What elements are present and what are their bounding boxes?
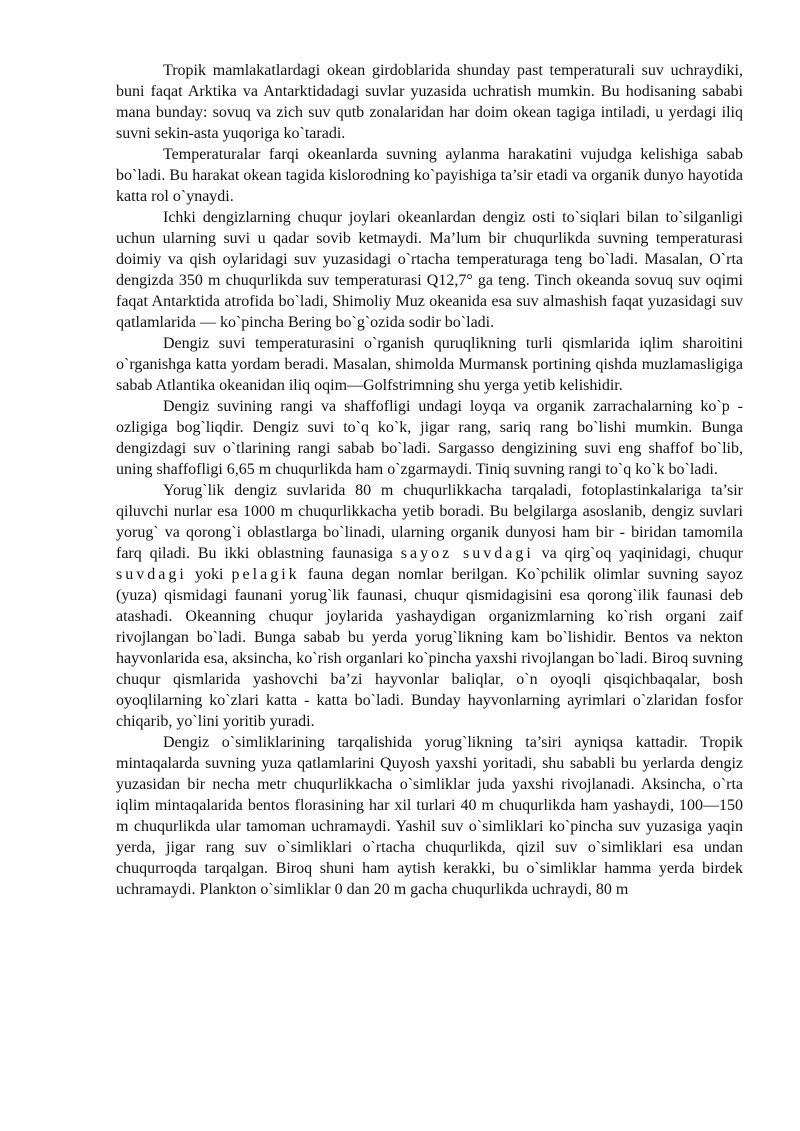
paragraph-circulation: Temperaturalar farqi okeanlarda suvning aylanma harakatini vujudga kelishiga sabab bo`ladi. Bu harakat okean tagida kislorodning ko`payishiga ta’sir etadi va organik dunyo hayotida katta rol o`ynaydi. [116,146,743,205]
paragraph-color-transparency: Dengiz suvining rangi va shaffofligi undagi loyqa va organik zarrachalarning ko`p - ozligiga bog`liqdir. Dengiz suvi to`q ko`k, jigar rang, sariq rang bo`lishi mumkin. Bunga dengizdagi suv o`tlarining rangi sabab bo`ladi. Sargasso dengizining suvi eng shaffof bo`lib, uning shaffofligi 6,65 m chuqurlikda ham o`zgarmaydi. Tiniq suvning rangi to`q ko`k bo`ladi. [116,398,743,478]
paragraph-inner-seas: Ichki dengizlarning chuqur joylari okeanlardan dengiz osti to`siqlari bilan to`silganligi uchun ularning suvi u qadar sovib ketmaydi. Ma’lum bir chuqurlikda suvning temperaturasi doimiy va qish oylaridagi suv yuzasidagi o`rtacha temperaturaga teng bo`ladi. Masalan, O`rta dengizda 350 m chuqurlikda suv temperaturasi Q12,7° ga teng. Tinch okeanda sovuq suv oqimi faqat Antarktida atrofida bo`ladi, Shimoliy Muz okeanida esa suv almashish faqat yuzasidagi suv qatlamlarida — ko`pincha Bering bo`g`ozida sodir bo`ladi. [116,209,743,331]
paragraph-climate: Dengiz suvi temperaturasini o`rganish quruqlikning turli qismlarida iqlim sharoitini o`rganishga katta yordam beradi. Masalan, shimolda Murmansk portining qishda muzlamasligiga sabab Atlantika okeanidan iliq oqim—Golfstrimning shu yerga yetib kelishidir. [116,335,743,394]
paragraph-light-fauna [116,480,743,732]
term-deep-water: suvdagi [116,566,187,583]
light-fauna-text-a: Yorug`lik dengiz suvlarida 80 m chuqurlikkacha tarqaladi, fotoplastinkalariga ta’sir qiluvchi nurlar esa 1000 m chuqurlikkacha yetib boradi. Bu belgilarga asoslanib, dengiz suvlari yorug` va qorong`i oblastlarga bo`linadi, ularning organik dunyosi ham bir - biridan tamomila farq qiladi. Bu ikki oblastning faunasiga [116,482,743,562]
light-fauna-text-c: yoki [186,566,232,583]
light-fauna-text-d: fauna degan nomlar berilgan. Ko`pchilik olimlar suvning sayoz (yuza) qismidagi faunani yorug`lik faunasi, chuqur qismidagisini esa qorong`ilik faunasi deb atashadi. Okeanning chuqur joylarida yashaydigan organizmlarning ko`rish organi zaif rivojlangan bo`ladi. Bunga sabab bu yerda yorug`likning kam bo`lishidir. Bentos va nekton hayvonlarida esa, aksincha, ko`rish organlari ko`pincha yaxshi rivojlangan bo`ladi. Biroq suvning chuqur qismlarida yashovchi ba’zi hayvonlar baliqlar, o`n oyoqli qisqichbaqalar, bosh oyoqlilarning ko`zlari katta - katta bo`ladi. Bunday hayvonlarning ayrimlari o`zlaridan fosfor chiqarib, yo`lini yoritib yuradi. [116,566,743,730]
term-pelagic: pelagik [231,566,300,583]
paragraph-sea-plants: Dengiz o`simliklarining tarqalishida yorug`likning ta’siri ayniqsa kattadir. Tropik mintaqalarda suvning yuza qatlamlarini Quyosh yaxshi yoritadi, shu sababli bu yerlarda dengiz yuzasidan bir necha metr chuqurlikkacha o`simliklar juda yaxshi rivojlanadi. Aksincha, o`rta iqlim mintaqalarida bentos florasining har xil turlari 40 m chuqurlikda ham yashaydi, 100—150 m chuqurlikda ular tamoman uchramaydi. Yashil suv o`simliklari ko`pincha suv yuzasiga yaqin yerda, jigar rang suv o`simliklari o`rtacha chuqurlikda, qizil suv o`simliklari esa undan chuqurroqda tarqalgan. Biroq shuni ham aytish kerakki, bu o`simliklar hamma yerda birdek uchramaydi. Plankton o`simliklar 0 dan 20 m gacha chuqurlikda uchraydi, 80 m [116,734,743,898]
term-shallow-water: sayoz suvdagi [400,545,534,562]
light-fauna-text-b: va qirg`oq yaqinidagi, chuqur [533,545,743,562]
paragraph-cold-water: Tropik mamlakatlardagi okean girdoblarida shunday past temperaturali suv uchraydiki, buni faqat Arktika va Antarktidadagi suvlar yuzasida uchratish mumkin. Bu hodisaning sababi mana bunday: sovuq va zich suv qutb zonalaridan har doim okean tagiga intiladi, u yerdagi iliq suvni sekin-asta yuqoriga ko`taradi. [116,62,743,142]
